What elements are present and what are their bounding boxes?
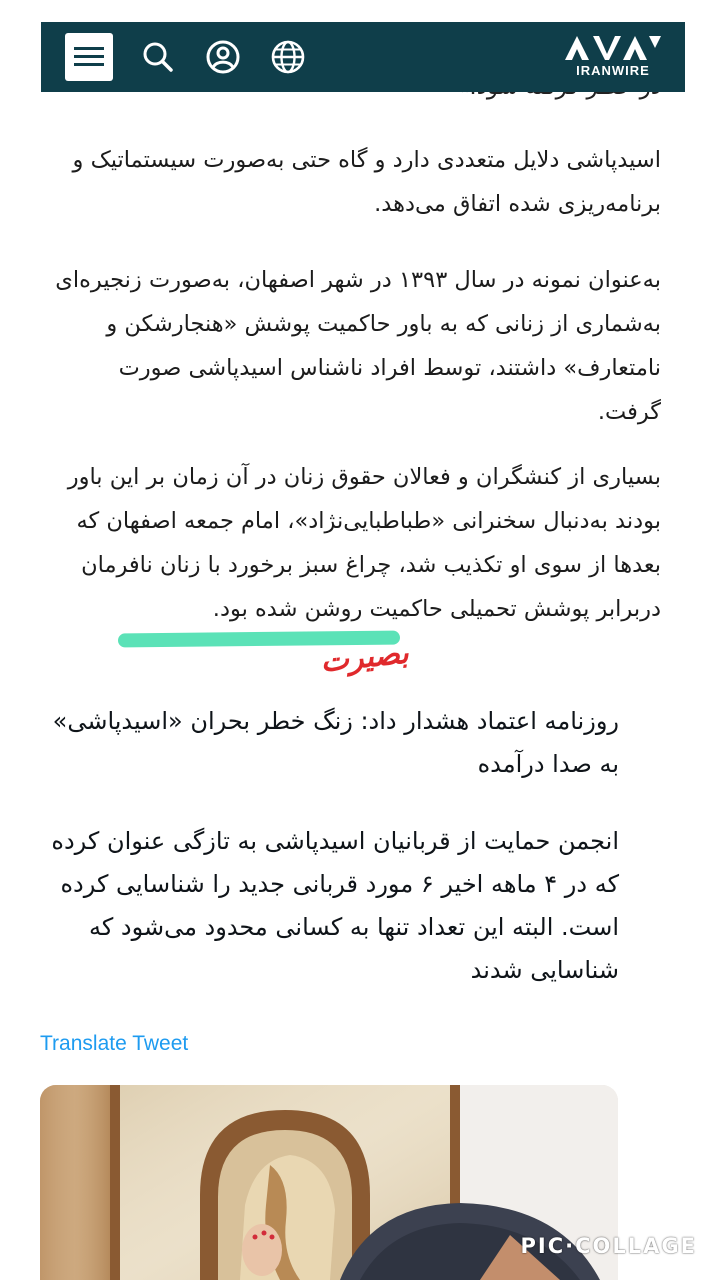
article-paragraph: بسیاری از کنشگران و فعالان حقوق زنان در آن زمان بر این باور بودند به‌دنبال سخنرانی «طباطبایی‌نژاد»، امام جمعه اصفهان که بعدها از سوی او تکذیب شد، چراغ سبز برخورد با زنان نافرمان دربرابر پوشش تحمیلی حاکمیت روشن شده بود. <box>67 464 661 622</box>
site-header <box>41 22 685 92</box>
logo-mark-icon <box>563 32 663 62</box>
collage-label: PIC·COLLAGE <box>520 1234 697 1258</box>
translate-tweet-link[interactable]: Translate Tweet <box>40 1032 189 1055</box>
logo-text: IRANWIRE <box>576 63 650 78</box>
globe-language-icon[interactable] <box>269 38 307 76</box>
basirat-watermark: بصیرت <box>318 635 411 680</box>
article-paragraph: اسیدپاشی دلایل متعددی دارد و گاه حتی به‌صورت سیستماتیک و برنامه‌ریزی شده اتفاق می‌دهد. <box>72 147 661 217</box>
iranwire-logo[interactable] <box>563 32 663 82</box>
article-paragraph: به‌عنوان نمونه در سال ۱۳۹۳ در شهر اصفهان، به‌صورت زنجیره‌ای به‌شماری از زنانی که به باور حاکمیت پوشش «هنجارشکن و نامتعارف» داشتند، توسط افراد ناشناس اسیدپاشی صورت گرفت. <box>55 267 661 425</box>
user-account-icon[interactable] <box>204 38 242 76</box>
tweet-text: روزنامه اعتماد هشدار داد: زنگ خطر بحران «اسیدپاشی» به صدا درآمده <box>52 707 619 778</box>
hamburger-menu-icon[interactable] <box>65 33 113 81</box>
search-icon[interactable] <box>139 38 177 76</box>
tweet-text: انجمن حمایت از قربانیان اسیدپاشی به تازگی عنوان کرده که در ۴ ماهه اخیر ۶ مورد قربانی جدید را شناسایی کرده است. البته این تعداد تنها به کسانی محدود می‌شود که شناسایی شدند <box>51 827 619 984</box>
